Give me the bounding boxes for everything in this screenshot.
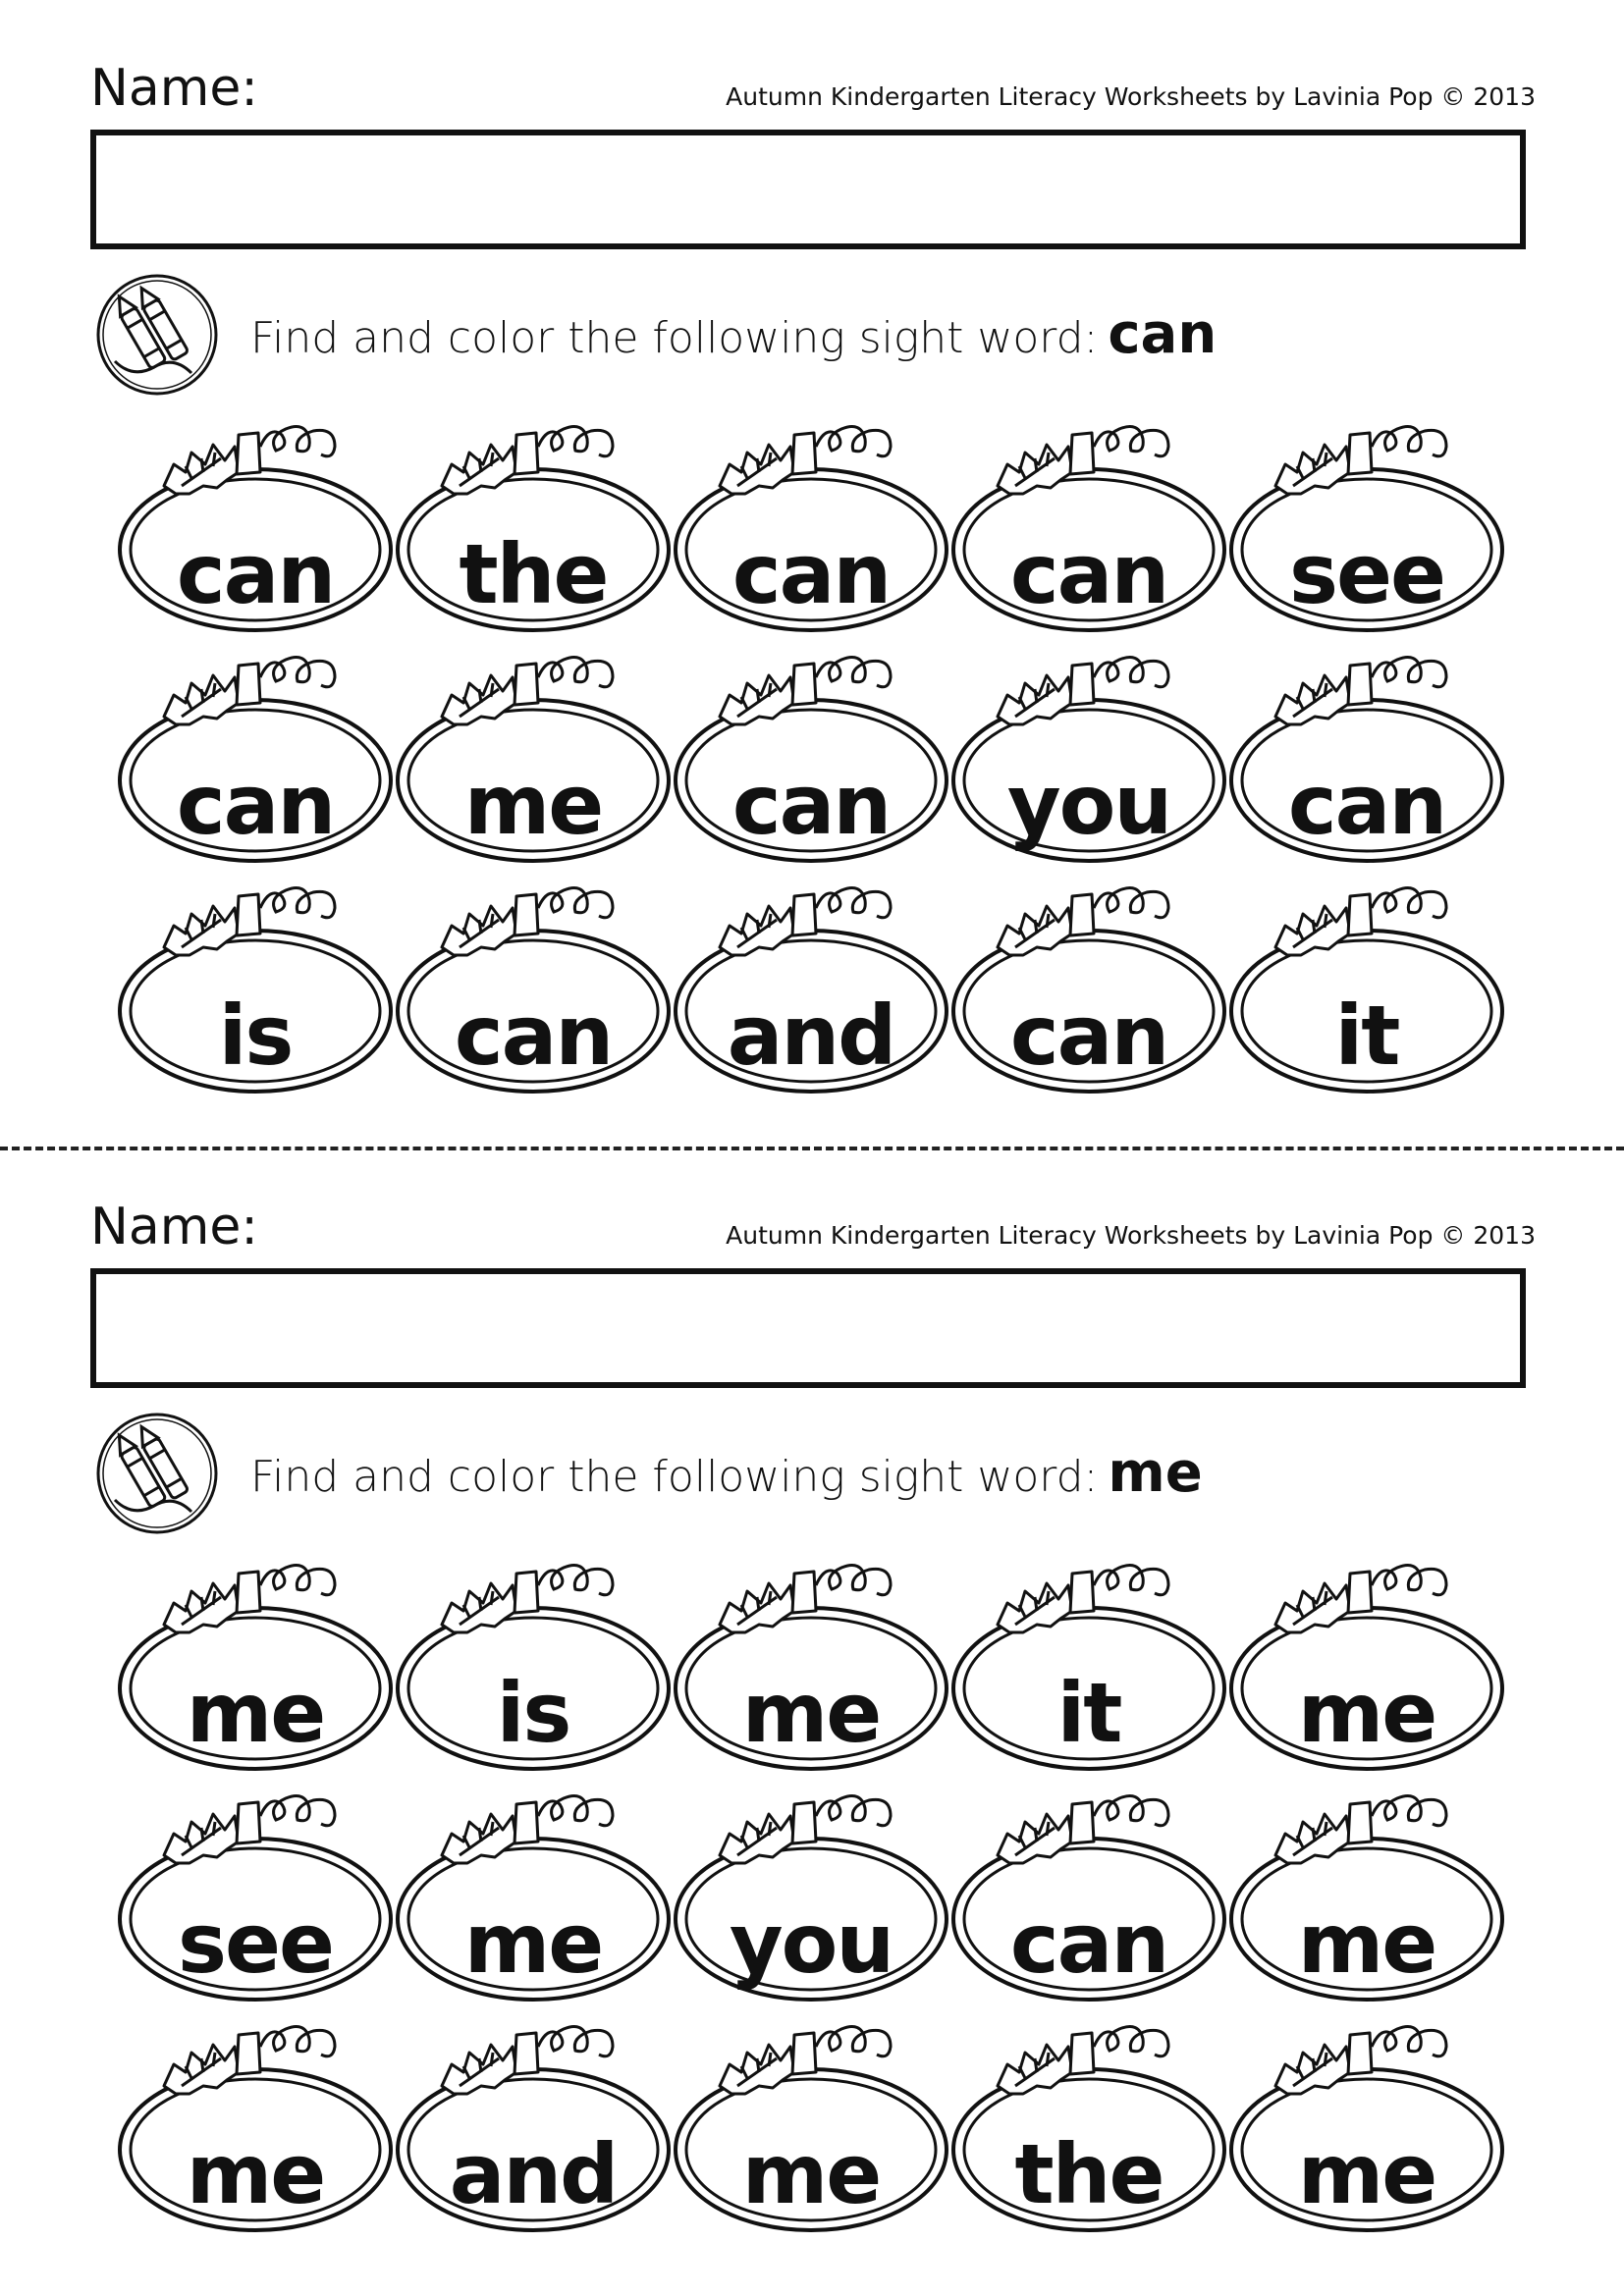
pumpkin-word-cell[interactable] [947,879,1231,1095]
pumpkin-word-cell[interactable] [391,417,676,633]
pumpkin-word-cell[interactable] [947,1556,1231,1772]
pumpkin-word: me [186,1665,325,1761]
pumpkin-word: can [1287,757,1446,853]
pumpkin-word: can [1009,526,1168,622]
pumpkin-word: see [178,1896,333,1992]
pumpkin-word: the [459,526,608,622]
pumpkin-word: me [463,757,603,853]
pumpkin-word: can [454,988,613,1084]
pumpkin-word: see [1289,526,1444,622]
pumpkin-grid [0,0,1624,1139]
pumpkin-word-cell[interactable] [113,648,398,864]
pumpkin-word-cell[interactable] [1224,648,1509,864]
pumpkin-word-cell[interactable] [113,417,398,633]
pumpkin-word-cell[interactable] [947,648,1231,864]
pumpkin-word: me [1297,2126,1436,2222]
pumpkin-word: is [496,1665,570,1761]
pumpkin-word: and [727,988,895,1084]
name-label: Name: [90,1198,258,1256]
pumpkin-word-cell[interactable] [669,2017,953,2233]
instruction-label: Find and color the following sight word: [250,1452,1099,1502]
pumpkin-word-cell[interactable] [669,879,953,1095]
pumpkin-word: can [176,526,335,622]
pumpkin-word-cell[interactable] [391,1787,676,2002]
pumpkin-word-cell[interactable] [113,879,398,1095]
pumpkin-word: me [463,1896,603,1992]
pumpkin-word-cell[interactable] [391,2017,676,2233]
credit-text: Autumn Kindergarten Literacy Worksheets by Lavinia Pop © 2013 [726,82,1536,111]
pumpkin-word: me [1297,1896,1436,1992]
pumpkin-word: can [731,526,891,622]
pumpkin-word-cell[interactable] [1224,879,1509,1095]
worksheet-bottom [0,1139,1624,2277]
pumpkin-word: is [218,988,293,1084]
target-word: can [1108,302,1218,366]
pumpkin-word: the [1014,2126,1164,2222]
pumpkin-word-cell[interactable] [1224,1787,1509,2002]
pumpkin-word: me [1297,1665,1436,1761]
pumpkin-word-cell[interactable] [947,417,1231,633]
pumpkin-word: it [1334,988,1399,1084]
credit-text: Autumn Kindergarten Literacy Worksheets by Lavinia Pop © 2013 [726,1221,1536,1250]
pumpkin-word-cell[interactable] [1224,1556,1509,1772]
pumpkin-word-cell[interactable] [669,1787,953,2002]
pumpkin-word-cell[interactable] [669,417,953,633]
pumpkin-word: me [186,2126,325,2222]
pumpkin-word-cell[interactable] [113,1556,398,1772]
pumpkin-word-cell[interactable] [391,879,676,1095]
instruction-label: Find and color the following sight word: [250,313,1099,363]
pumpkin-word-cell[interactable] [391,648,676,864]
pumpkin-word: me [741,2126,881,2222]
pumpkin-word: can [1009,1896,1168,1992]
pumpkin-word: and [449,2126,618,2222]
pumpkin-grid [0,1139,1624,2277]
pumpkin-word: you [1006,757,1171,853]
pumpkin-word-cell[interactable] [947,2017,1231,2233]
pumpkin-word-cell[interactable] [947,1787,1231,2002]
worksheet-top [0,0,1624,1139]
pumpkin-word: can [731,757,891,853]
target-word: me [1108,1441,1203,1505]
pumpkin-word-cell[interactable] [391,1556,676,1772]
pumpkin-word-cell[interactable] [113,1787,398,2002]
pumpkin-word-cell[interactable] [1224,417,1509,633]
pumpkin-word: can [176,757,335,853]
pumpkin-word: me [741,1665,881,1761]
pumpkin-word-cell[interactable] [113,2017,398,2233]
pumpkin-word: you [729,1896,893,1992]
pumpkin-word-cell[interactable] [669,1556,953,1772]
pumpkin-word: it [1056,1665,1121,1761]
name-label: Name: [90,59,258,118]
pumpkin-word-cell[interactable] [669,648,953,864]
pumpkin-word: can [1009,988,1168,1084]
pumpkin-word-cell[interactable] [1224,2017,1509,2233]
